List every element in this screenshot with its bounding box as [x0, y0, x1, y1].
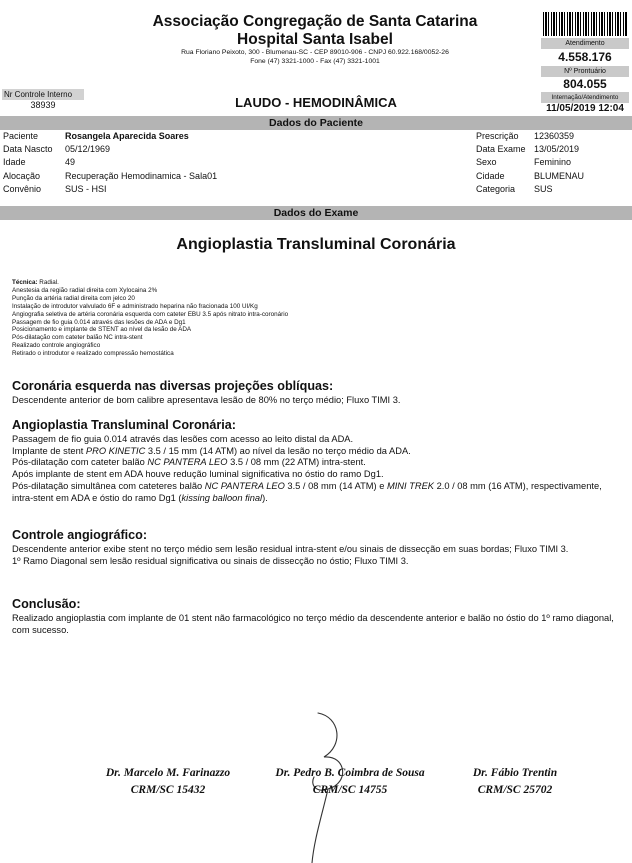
section-coronaria-title: Coronária esquerda nas diversas projeções oblíquas:	[12, 379, 334, 393]
angioplastia-line	[12, 446, 620, 458]
patient-info-right	[476, 130, 584, 196]
section-controle-title: Controle angiográfico:	[12, 528, 148, 542]
patient-row	[476, 156, 584, 169]
doctor-name: Dr. Marcelo M. Farinazzo	[105, 767, 231, 779]
angioplastia-line	[12, 481, 620, 504]
technique-name: kissing balloon final	[181, 492, 263, 503]
patient-row	[3, 156, 217, 169]
section-conclusao-title: Conclusão:	[12, 597, 81, 611]
tecnica-step: Passagem de fio guia 0.014 através das lesões de ADA e Dg1	[12, 318, 186, 326]
internacao-label: Internação/Atendimento	[541, 92, 629, 103]
patient-section-bar: Dados do Paciente	[0, 116, 632, 130]
controle-label: Nr Controle Interno	[2, 89, 84, 100]
controle-line: 1º Ramo Diagonal sem lesão residual significativa ou sinais de dissecção no óstio; Fluxo TIMI 3.	[12, 555, 409, 566]
field-value: 12360359	[534, 131, 575, 141]
section-controle-text	[12, 544, 620, 567]
doctor-crm: CRM/SC 25702	[477, 784, 553, 796]
field-label: Cidade	[476, 170, 505, 181]
hospital-name: Hospital Santa Isabel	[237, 31, 393, 48]
field-label: Data Exame	[476, 144, 526, 155]
tecnica-value: Radial.	[37, 279, 59, 286]
address-line-1: Rua Floriano Peixoto, 300 - Blumenau-SC - CEP 89010-906 - CNPJ 60.922.168/0052-26	[181, 49, 449, 56]
text-span: 3.5 / 08 mm (14 ATM) e	[284, 480, 387, 491]
patient-row	[3, 143, 217, 156]
controle-interno	[2, 89, 84, 110]
field-value: 05/12/1969	[65, 144, 111, 155]
field-value: 13/05/2019	[534, 144, 580, 155]
internacao-value: 11/05/2019 12:04	[546, 103, 624, 114]
patient-row	[3, 183, 217, 196]
tecnica-step: Instalação de introdutor valvulado 6F e administrado heparina não fracionada 100 UI/Kg	[12, 302, 258, 310]
section-conclusao-text: Realizado angioplastia com implante de 01 stent não farmacológico no terço médio da descendente anterior e balão no óstio do 1º ramo diagonal, com sucesso.	[12, 613, 614, 635]
doctor-crm: CRM/SC 14755	[312, 784, 388, 796]
field-label: Alocação	[3, 170, 41, 181]
section-coronaria-text: Descendente anterior de bom calibre apresentava lesão de 80% no terço médio; Fluxo TIMI 3.	[12, 395, 401, 405]
section-angioplastia-text	[12, 434, 620, 504]
org-name: Associação Congregação de Santa Catarina	[152, 13, 478, 30]
text-span: Implante de stent	[12, 445, 86, 456]
exam-section-bar: Dados do Exame	[0, 206, 632, 220]
field-value: SUS - HSI	[65, 183, 107, 194]
field-label: Prescrição	[476, 131, 519, 141]
doctor-signature-3	[445, 765, 585, 799]
doctor-signature-2	[250, 765, 450, 799]
tecnica-step: Punção da artéria radial direita com jelco 20	[12, 294, 135, 302]
tecnica-block	[12, 279, 612, 358]
patient-row	[476, 183, 584, 196]
doctor-name: Dr. Pedro B. Coimbra de Sousa	[275, 767, 425, 779]
patient-row	[3, 170, 217, 183]
barcode	[543, 12, 627, 36]
address-line-2: Fone (47) 3321-1000 - Fax (47) 3321-1001	[250, 57, 380, 65]
patient-row	[476, 170, 584, 183]
tecnica-step: Posicionamento e implante de STENT ao nível da lesão de ADA	[12, 326, 192, 334]
atendimento-value: 4.558.176	[558, 50, 612, 64]
controle-line: Descendente anterior exibe stent no terço médio sem lesão residual intra-stent e/ou sinais de dissecção em suas bordas; Fluxo TIMI 3.	[12, 544, 569, 554]
device-name: PRO KINETIC	[85, 445, 146, 456]
patient-name: Rosangela Aparecida Soares	[65, 131, 189, 141]
field-label: Data Nascto	[3, 144, 53, 155]
field-value: Feminino	[534, 157, 572, 168]
report-title: LAUDO - HEMODINÂMICA	[235, 95, 397, 110]
tecnica-step: Pós-dilatação com cateter balão NC intra-stent	[12, 334, 143, 342]
exam-title: Angioplastia Transluminal Coronária	[176, 236, 456, 253]
device-name: NC PANTERA LEO	[204, 480, 285, 491]
tecnica-step: Realizado controle angiográfico	[12, 342, 101, 350]
section-angioplastia-title: Angioplastia Transluminal Coronária:	[12, 418, 236, 432]
field-value: 49	[65, 157, 76, 168]
text-span: Pós-dilatação com cateter balão	[12, 457, 148, 468]
patient-row	[476, 130, 584, 143]
tecnica-line	[12, 279, 612, 287]
patient-row	[476, 143, 584, 156]
text-span: 3.5 / 08 mm (22 ATM) intra-stent.	[227, 457, 366, 468]
tecnica-label: Técnica:	[12, 279, 38, 286]
doctor-crm: CRM/SC 15432	[130, 784, 206, 796]
patient-info-left	[3, 130, 217, 196]
field-label: Categoria	[476, 183, 516, 194]
text-span: 2.0 / 08 mm (16 ATM), respectivamente, intra-stent em ADA e óstio do ramo Dg1 (	[12, 480, 602, 503]
field-label: Sexo	[476, 157, 497, 168]
tecnica-step: Retirado o introdutor e realizado compressão hemostática	[12, 350, 174, 358]
device-name: MINI TREK	[386, 480, 434, 491]
field-label: Idade	[3, 157, 26, 168]
angioplastia-line: Passagem de fio guia 0.014 através das lesões com acesso ao leito distal da ADA.	[12, 434, 354, 444]
text-span: Pós-dilatação simultânea com cateteres balão	[12, 480, 205, 491]
field-value: BLUMENAU	[534, 170, 585, 181]
device-name: NC PANTERA LEO	[147, 457, 228, 468]
doctor-name: Dr. Fábio Trentin	[472, 767, 558, 779]
field-value: SUS	[534, 183, 553, 194]
prontuario-value: 804.055	[563, 77, 607, 91]
tecnica-step: Angiografia seletiva de artéria coronária esquerda com cateter EBU 3.5 após nitrato intra-coronário	[12, 310, 289, 318]
tecnica-step: Anestesia da região radial direita com Xylocaina 2%	[12, 286, 158, 294]
text-span: 3.5 / 15 mm (14 ATM) ao nível da lesão no terço médio da ADA.	[145, 445, 411, 456]
text-span: ).	[262, 492, 268, 503]
atendimento-label: Atendimento	[541, 38, 629, 49]
field-label: Convênio	[3, 183, 42, 194]
hospital-address	[110, 49, 520, 66]
prontuario-label: Nº Prontuário	[541, 66, 629, 77]
angioplastia-line	[12, 457, 620, 469]
field-label: Paciente	[3, 131, 39, 141]
doctor-signature-1	[78, 765, 258, 799]
patient-row	[3, 130, 217, 143]
field-value: Recuperação Hemodinamica - Sala01	[65, 170, 218, 181]
controle-value: 38939	[30, 100, 56, 110]
angioplastia-line: Após implante de stent em ADA houve redução luminal significativa no óstio do ramo Dg1.	[12, 469, 384, 480]
